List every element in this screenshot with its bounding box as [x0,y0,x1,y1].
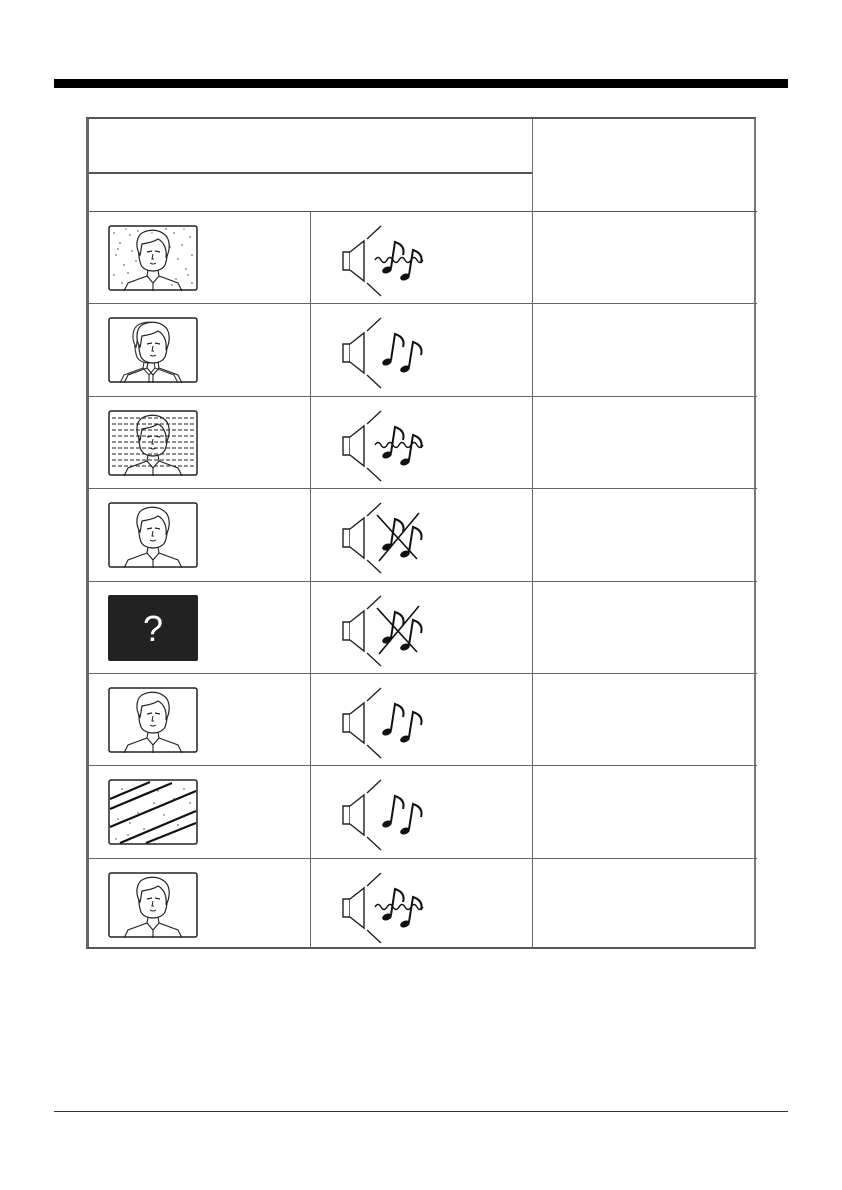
normal-picture-icon [108,502,198,568]
normal-sound-icon [337,774,437,852]
table-row [89,489,757,581]
noisy-sound-icon [337,220,437,298]
diagonal-stripes-picture-icon [108,779,198,845]
picture-cell [89,859,311,949]
troubleshooting-table [86,117,756,949]
remedy-cell [533,674,757,765]
remedy-cell [533,582,757,673]
table-row [89,674,757,766]
remedy-cell [533,766,757,857]
sound-cell [311,766,533,857]
picture-cell [89,674,311,765]
sound-cell [311,859,533,949]
remedy-cell [533,304,757,395]
sound-cell [311,397,533,488]
normal-sound-icon [337,312,437,390]
sound-cell [311,582,533,673]
header-subheader [89,174,533,212]
remedy-cell [533,859,757,949]
remedy-cell [533,397,757,488]
picture-cell [89,489,311,580]
interference-lines-picture-icon [108,410,198,476]
picture-cell [89,304,311,395]
sound-cell [311,489,533,580]
sound-cell [311,674,533,765]
sound-cell [311,304,533,395]
normal-sound-icon [337,682,437,760]
header-picture-sound [89,119,533,174]
ghost-double-image-icon [108,317,198,383]
table-row [89,859,757,949]
picture-cell [89,397,311,488]
table-row [89,212,757,304]
picture-cell [89,582,311,673]
table-row [89,582,757,674]
picture-cell [89,212,311,303]
normal-picture-icon [108,687,198,753]
remedy-cell [533,489,757,580]
header-remedy [533,119,757,212]
top-rule [54,79,788,88]
noisy-snow-picture-icon [108,225,198,291]
footer-rule [54,1111,788,1112]
no-picture-question-icon [108,595,198,661]
noisy-sound-icon [337,867,437,945]
no-sound-icon [337,497,437,575]
table-row [89,304,757,396]
table-row [89,766,757,858]
table-row [89,397,757,489]
sound-cell [311,212,533,303]
question-mark: ? [142,607,164,649]
remedy-cell [533,212,757,303]
normal-picture-icon [108,872,198,938]
picture-cell [89,766,311,857]
no-sound-icon [337,590,437,668]
noisy-sound-icon [337,405,437,483]
